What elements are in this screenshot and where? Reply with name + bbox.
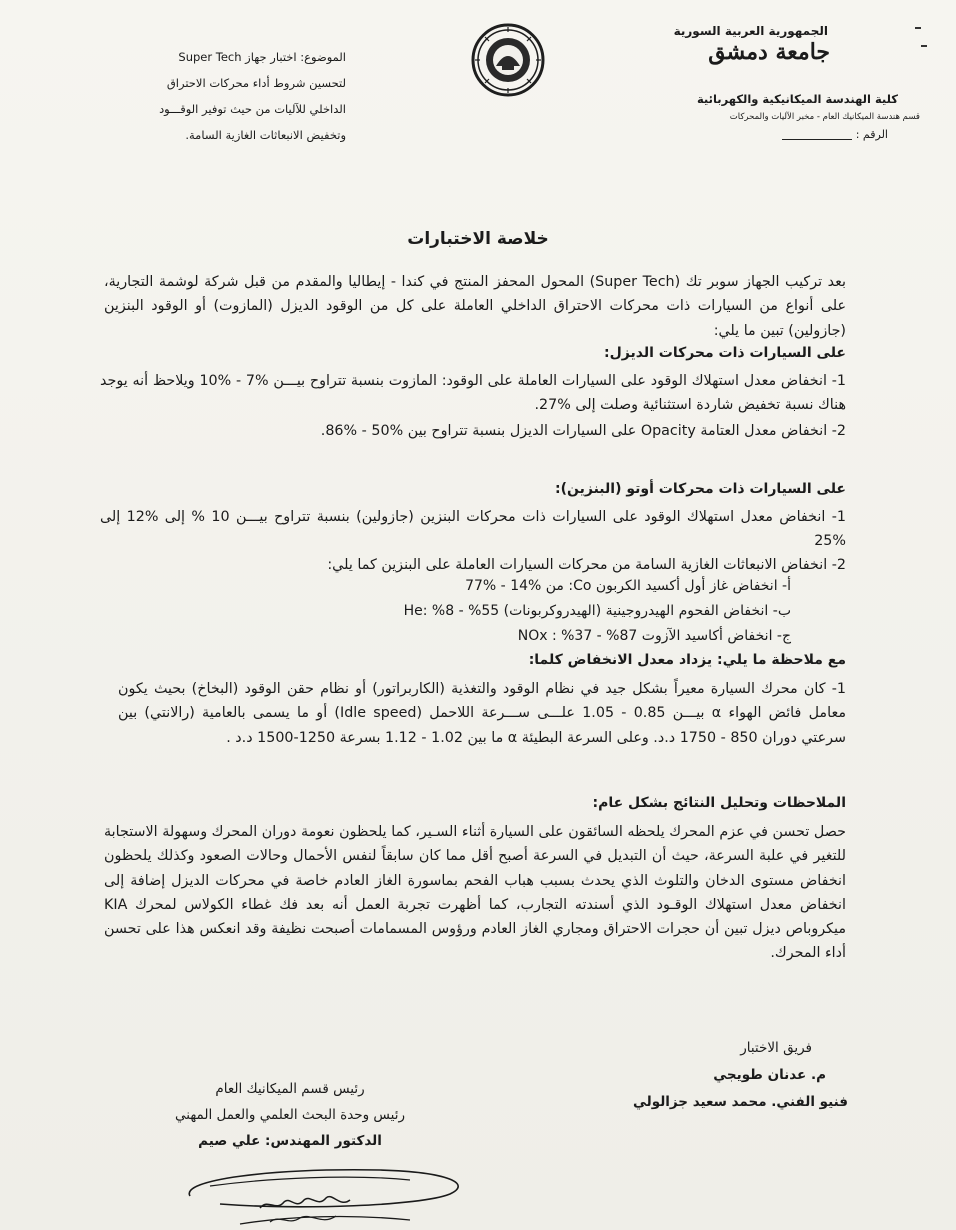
team-member-2: فنيو الفني. محمد سعيد جزالولي: [633, 1094, 848, 1110]
margin-dash-1: [915, 27, 921, 29]
subject-block: [62, 44, 346, 148]
petrol-item-1: 1- انخفاض معدل استهلاك الوقود على السيارات ذات محركات البنزين (جازولين) بنسبة تتراوح بيـــن 10 % إلى %12 إلى %25: [100, 509, 846, 550]
letterhead: [596, 22, 926, 141]
subject-line-1: الموضوع: اختبار جهاز Super Tech: [178, 50, 346, 64]
signatory-line-2: رئيس وحدة البحث العلمي والعمل المهني: [175, 1107, 405, 1123]
petrol-heading: على السيارات ذات محركات أوتو (البنزين):: [555, 481, 846, 497]
signatory-line-3: الدكتور المهندس: علي صيم: [198, 1133, 382, 1149]
note-item-1: 1- كان محرك السيارة معيراً بشكل جيد في نظام الوقود والتغذية (الكاربراتور) أو نظام حقن الوقود (البخاخ) بحيث يكون معامل فائض الهواء α بيـــن 0.85 - 1.05 علـــى ســـرعة اللاحمل (Idle speed) أو ما يسمى بالعامية (رالانتي) بين سرعتي دوران 850 - 1750 د.د. وعلى السرعة البطيئة α ما بين 1.02 - 1.12 بسرعة 1250-1500 د.د .: [118, 681, 847, 746]
gas-item-hc: ب- انخفاض الفحوم الهيدروجينية (الهيدروكربونات) He: %8 - %55: [403, 603, 791, 619]
diesel-heading: على السيارات ذات محركات الديزل:: [604, 345, 846, 361]
margin-dash-2: [921, 45, 927, 47]
department-name: قسم هندسة الميكانيك العام - مخبر الآليات والمحركات: [729, 112, 920, 122]
republic-name: الجمهورية العربية السورية: [673, 24, 828, 38]
signatory-line-1: رئيس قسم الميكانيك العام: [215, 1081, 365, 1097]
team-title: فريق الاختبار: [740, 1040, 812, 1056]
analysis-paragraph: حصل تحسن في عزم المحرك يلحظه السائقون على السيارة أثناء السـير، كما يلحظون نعومة دوران المحرك وسهولة الاستجابة للتغير في علبة السرعة، حيث أن التبديل في السرعة أصبح أقل مما كان سابقاً لنفس الأحمال وحالات الصعود وكذلك يلحظون انخفاض مستوى الدخان والتلوث الذي يحدث بسبب هباب الفحم بماسورة الغاز العادم خاصة في محركات الديزل إضافة إلى انخفاض معدل استهلاك الوقـود الذي أسندته التجارب، كما أظهرت تجربة العمل أنه بعد فك غطاء الكولاس لمحرك KIA ميكروباص ديزل تبين أن حجرات الاحتراق ومجاري الغاز العادم ورؤوس المسمامات أصبحت نظيفة وقد انعكس هذا على تحسن أداء المحرك.: [104, 824, 846, 962]
subject-line-4: وتخفيض الانبعاثات الغازية السامة.: [185, 128, 346, 142]
note-heading: مع ملاحظة ما يلي: يزداد معدل الانخفاض كلما:: [528, 652, 846, 668]
document-title: خلاصة الاختبارات: [407, 229, 549, 249]
petrol-item-2: 2- انخفاض الانبعاثات الغازية السامة من محركات السيارات العاملة على البنزين كما يلي:: [327, 557, 846, 573]
diesel-item-2: 2- انخفاض معدل العتامة Opacity على السيارات الديزل بنسبة تتراوح بين %50 - %86.: [320, 423, 846, 439]
diesel-item-1: 1- انخفاض معدل استهلاك الوقود على السيارات العاملة على الوقود: المازوت بنسبة تتراوح بيـــن %7 - %10 ويلاحظ أنه يوجد هناك نسبة تخفيض شاردة استثنائية وصلت إلى %27.: [100, 373, 846, 414]
gas-item-co: أ- انخفاض غاز أول أكسيد الكربون Co: من %14 - %77: [465, 578, 791, 594]
faculty-name: كلية الهندسة الميكانيكية والكهربائية: [696, 92, 898, 106]
test-team-block: [548, 1035, 848, 1116]
subject-line-2: لتحسين شروط أداء محركات الاحتراق: [166, 76, 346, 90]
handwritten-signature-icon: [150, 1150, 480, 1228]
reference-blank: [782, 139, 852, 140]
gas-item-nox: ج- انخفاض أكاسيد الآزوت NOx : %37 - %87: [517, 628, 791, 644]
university-seal-icon: [470, 22, 546, 98]
university-name: جامعة دمشق: [708, 39, 830, 65]
analysis-heading: الملاحظات وتحليل النتائج بشكل عام:: [592, 795, 846, 811]
subject-line-3: الداخلي للآليات من حيث توفير الوقـــود: [159, 102, 346, 116]
signatory-block: [130, 1076, 450, 1154]
team-member-1: م. عدنان طويجي: [713, 1067, 826, 1083]
reference-label: الرقم :: [855, 128, 888, 141]
reference-number: [596, 128, 888, 141]
intro-paragraph: بعد تركيب الجهاز سوبر تك (Super Tech) المحول المحفز المنتج في كندا - إيطاليا والمقدم من قبل شركة لوشمة التجارية، على أنواع من السيارات ذات محركات الاحتراق الداخلي العاملة على كل من الوقود الديزل (المازوت) أو الوقود البنزين (جازولين) تبين ما يلي:: [104, 274, 846, 339]
